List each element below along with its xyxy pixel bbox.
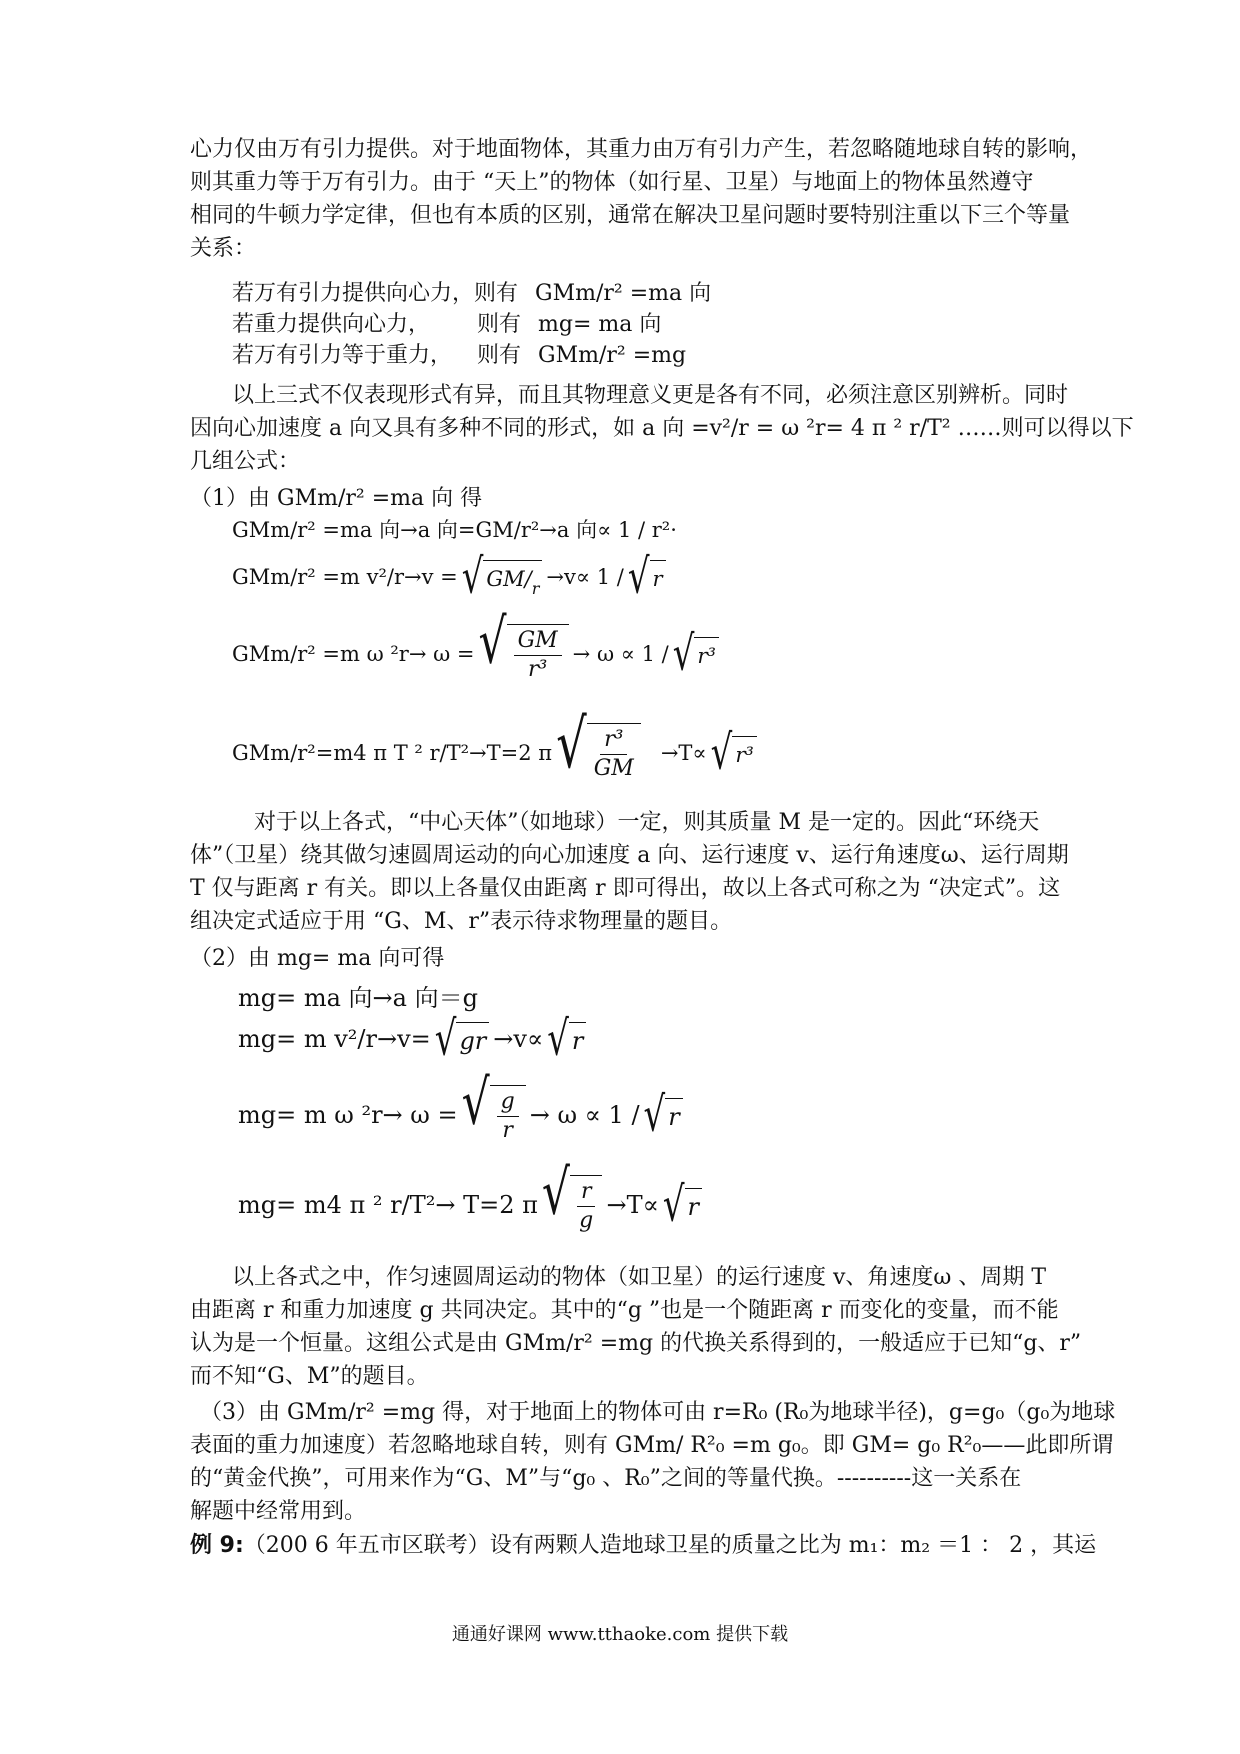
section1-formula-3 (232, 606, 723, 686)
gm-symbol: GM (486, 566, 525, 591)
section2-formula-1: mg= ma 向→a 向＝g (238, 984, 478, 1012)
para5-line-1: （3）由 GMm/r² =mg 得，对于地面上的物体可由 r=R₀ (R₀为地球半径)，g=g₀（g₀为地球 (200, 1400, 1116, 1425)
para5-line-3: 的“黄金代换”，可用来作为“G、M”与“g₀ 、R₀”之间的等量代换。----------这一关系在 (190, 1466, 1022, 1491)
sqrt-r: √ r (663, 1188, 702, 1222)
s2f2-left: mg= m v²/r→v= (238, 1025, 431, 1053)
intro-line-2: 则其重力等于万有引力。由于 “天上”的物体（如行星、卫星）与地面上的物体虽然遵守 (190, 170, 1034, 195)
para3-line-2: 体”（卫星）绕其做匀速圆周运动的向心加速度 a 向、运行速度 v、运行角速度ω、运行周期 (190, 843, 1069, 868)
page-footer: 通通好课网 www.tthaoke.com 提供下载 (451, 1624, 789, 1645)
para3-line-4: 组决定式适应于用 “G、M、r”表示待求物理量的题目。 (190, 909, 733, 934)
para3-line-3: T 仅与距离 r 有关。即以上各量仅由距离 r 即可得出，故以上各式可称之为 “决定式”。这 (190, 876, 1061, 901)
example-text: （200 6 年五市区联考）设有两颗人造地球卫星的质量之比为 m₁：m₂ ＝1 ： 2 ，其运 (243, 1533, 1097, 1558)
r-symbol: r (569, 1022, 586, 1056)
relation-3 (232, 341, 1102, 371)
intro-line-3: 相同的牛顿力学定律，但也有本质的区别，通常在解决卫星问题时要特别注重以下三个等量 (190, 203, 1071, 228)
sqrt-gm-over-r: √ GM / r (462, 560, 543, 594)
relation-3-text: 若万有引力等于重力， (232, 343, 453, 368)
section2-heading: （2）由 mg= ma 向可得 (190, 946, 445, 971)
example-9 (190, 1531, 1096, 1561)
r-symbol: r (650, 560, 666, 594)
para2-line-2: 因向心加速度 a 向又具有多种不同的形式，如 a 向 =v²/r = ω ²r= 4 π ² r/T² ……则可以得以下 (190, 416, 1134, 441)
para3-line-1: 对于以上各式，“中心天体”（如地球）一定，则其质量 M 是一定的。因此“环绕天 (254, 810, 1040, 835)
r-symbol: r (502, 1118, 513, 1143)
s1f3-right: → ω ∝ 1 / (572, 642, 669, 666)
sqrt-r3-over-gm: √ $\frac{\text{r³}}{GM}$ (556, 723, 641, 783)
relation-3-formula: GMm/r² =mg (538, 343, 687, 368)
gr-symbol: gr (456, 1022, 489, 1056)
sqrt-r: √ r (644, 1098, 683, 1132)
sqrt-g-over-r: √ $\frac{g}{r}$ (462, 1085, 526, 1145)
intro-line-1: 心力仅由万有引力提供。对于地面物体，其重力由万有引力产生，若忽略随地球自转的影响， (190, 137, 1093, 162)
relation-1-formula: GMm/r² =ma 向 (535, 281, 712, 306)
gm-symbol: GM (514, 627, 562, 656)
para2-line-1: 以上三式不仅表现形式有异，而且其物理意义更是各有不同，必须注意区别辨析。同时 (232, 383, 1069, 408)
sqrt-r3: √ r³ (673, 637, 719, 671)
r-symbol: r (531, 579, 540, 598)
sqrt-r3: √ r³ (711, 736, 757, 770)
s1f4-left: GMm/r²=m4 π T ² r/T²→T=2 π (232, 741, 553, 765)
section1-formula-2 (232, 549, 670, 605)
r3-symbol: r³ (527, 657, 548, 682)
g-symbol: g (579, 1208, 594, 1233)
sqrt-r: √ r (628, 560, 666, 594)
para4-line-1: 以上各式之中，作匀速圆周运动的物体（如卫星）的运行速度 v、角速度ω 、周期 T (232, 1265, 1047, 1290)
relation-2-text: 若重力提供向心力， (232, 312, 431, 337)
intro-line-4: 关系： (190, 236, 257, 261)
section2-formula-2 (238, 1011, 590, 1067)
para4-line-2: 由距离 r 和重力加速度 g 共同决定。其中的“g ”也是一个随距离 r 而变化的变量，而不能 (190, 1298, 1059, 1323)
section2-formula-4 (238, 1157, 706, 1240)
sqrt-gm-over-r3: √ $\frac{GM}{\text{r³}}$ (479, 624, 569, 684)
s2f2-right: →v∝ (493, 1025, 544, 1053)
para4-line-4: 而不知“G、M”的题目。 (190, 1364, 429, 1389)
s2f3-left: mg= m ω ²r→ ω = (238, 1101, 458, 1129)
relation-2-mid: 则有 (477, 312, 522, 337)
relation-3-mid: 则有 (477, 343, 522, 368)
sqrt-r: √ r (547, 1022, 586, 1056)
relation-1-text: 若万有引力提供向心力，则有 (232, 281, 519, 306)
r3-symbol: r³ (732, 736, 756, 770)
sqrt-r-over-g: √ $\frac{r}{g}$ (542, 1175, 603, 1235)
relation-2 (232, 310, 1102, 340)
sqrt-gr: √ gr (435, 1022, 490, 1056)
r-symbol: r (665, 1098, 682, 1132)
s1f4-right: →T∝ (660, 741, 707, 765)
g-symbol: g (497, 1088, 519, 1117)
r3-symbol: r³ (600, 726, 627, 755)
s2f4-right: →T∝ (606, 1191, 659, 1219)
s1f2-right: →v∝ 1 / (546, 565, 624, 589)
r-symbol: r (685, 1188, 702, 1222)
para5-line-2: 表面的重力加速度）若忽略地球自转，则有 GMm/ R²₀ =m g₀。即 GM= g₀ R²₀——此即所谓 (190, 1433, 1114, 1458)
s2f4-left: mg= m4 π ² r/T²→ T=2 π (238, 1191, 538, 1219)
section1-heading: （1）由 GMm/r² =ma 向 得 (190, 486, 483, 511)
section2-formula-3 (238, 1067, 687, 1150)
example-label: 例 9: (190, 1533, 244, 1558)
s1f2-left: GMm/r² =m v²/r→v = (232, 565, 458, 589)
relation-1 (232, 279, 1102, 309)
r-symbol: r (577, 1178, 596, 1207)
para2-line-3: 几组公式： (190, 449, 301, 474)
gm-symbol: GM (593, 756, 634, 781)
section1-formula-4 (232, 705, 761, 788)
section1-formula-1: GMm/r² =ma 向→a 向=GM/r²→a 向∝ 1 / r²· (232, 518, 677, 542)
para4-line-3: 认为是一个恒量。这组公式是由 GMm/r² =mg 的代换关系得到的，一般适应于已知“g、r” (190, 1331, 1082, 1356)
r3-symbol: r³ (694, 637, 718, 671)
para5-line-4: 解题中经常用到。 (190, 1499, 367, 1524)
relation-2-formula: mg= ma 向 (538, 312, 662, 337)
s1f3-left: GMm/r² =m ω ²r→ ω = (232, 642, 475, 666)
s2f3-right: → ω ∝ 1 / (529, 1101, 640, 1129)
